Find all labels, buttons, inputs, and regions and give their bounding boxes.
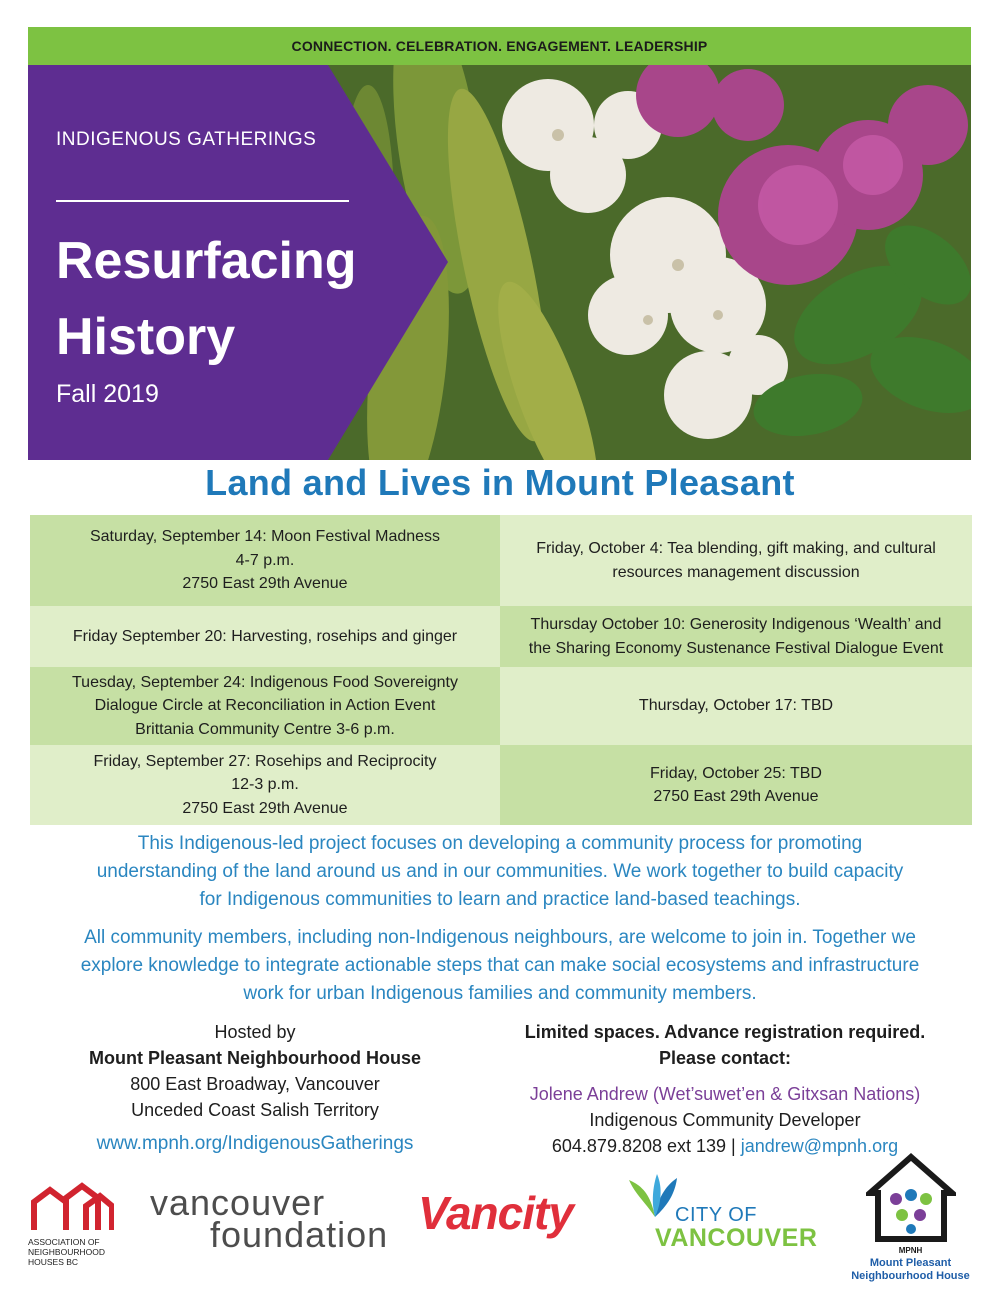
mpnh-house-icon [866, 1153, 956, 1243]
host-territory: Unceded Coast Salish Territory [131, 1100, 379, 1120]
cov-line-2: VANCOUVER [655, 1224, 818, 1252]
vf-line-2: foundation [210, 1214, 389, 1255]
description-line: understanding of the land around us and in our communities. We work together to build capacity [96, 861, 904, 882]
contact-phone: 604.879.8208 ext 139 | [551, 1136, 741, 1156]
schedule-cell: Friday, October 4: Tea blending, gift making, and cultural resources management discussion [500, 515, 972, 606]
mpnh-line-1: Mount Pleasant [869, 1257, 952, 1269]
cov-line-1: CITY OF [675, 1204, 758, 1226]
title-line-1: Resurfacing [56, 232, 357, 290]
schedule-cell: Friday September 20: Harvesting, rosehips and ginger [30, 606, 500, 667]
project-description [20, 830, 980, 914]
description-line: for Indigenous communities to learn and practice land-based teachings. [199, 889, 801, 910]
schedule-cell: Tuesday, September 24: Indigenous Food Sovereignty Dialogue Circle at Reconciliation in Action Event Brittania Community Centre 3-6 p.m. [30, 667, 500, 745]
event-subtitle: Land and Lives in Mount Pleasant [205, 462, 795, 503]
contact-prompt: Please contact: [658, 1048, 792, 1068]
host-address: 800 East Broadway, Vancouver [130, 1074, 380, 1094]
schedule-grid [30, 515, 972, 825]
description-line: This Indigenous-led project focuses on developing a community process for promoting [137, 833, 863, 854]
host-name: Mount Pleasant Neighbourhood House [89, 1048, 421, 1068]
description-line: explore knowledge to integrate actionable steps that can make social ecosystems and infrastructure [80, 955, 920, 976]
mpnh-line-2: Neighbourhood House [851, 1270, 970, 1282]
vancouver-foundation-logo [150, 1182, 389, 1255]
description-line: All community members, including non-Indigenous neighbours, are welcome to join in. Together we [84, 927, 916, 948]
registration-notice: Limited spaces. Advance registration required. [524, 1022, 926, 1042]
tagline-bar [28, 27, 971, 65]
anh-line: ASSOCIATION OF [28, 1237, 100, 1247]
series-kicker: INDIGENOUS GATHERINGS [56, 129, 317, 150]
contact-info [500, 1019, 950, 1159]
contact-email-link[interactable]: jandrew@mpnh.org [740, 1136, 899, 1156]
contact-person: Jolene Andrew (Wet’suwet’en & Gitxsan Nations) [529, 1084, 921, 1104]
schedule-cell: Thursday October 10: Generosity Indigenous ‘Wealth’ and the Sharing Economy Sustenance Festival Dialogue Event [500, 606, 972, 667]
anh-line: HOUSES BC [28, 1257, 79, 1267]
anh-wordmark [28, 1237, 128, 1267]
anh-bc-logo [28, 1180, 128, 1267]
welcome-description [20, 924, 980, 1008]
title-line-2: History [56, 308, 236, 366]
page-title [56, 223, 357, 375]
website-link[interactable]: www.mpnh.org/IndigenousGatherings [96, 1133, 414, 1154]
schedule-cell: Friday, September 27: Rosehips and Reciprocity 12-3 p.m. 2750 East 29th Avenue [30, 745, 500, 825]
schedule-cell: Thursday, October 17: TBD [500, 667, 972, 745]
hero-banner [28, 65, 971, 460]
contact-role: Indigenous Community Developer [589, 1110, 861, 1130]
host-label: Hosted by [214, 1022, 296, 1042]
host-info [40, 1019, 470, 1123]
anh-houses-icon [28, 1180, 114, 1232]
mpnh-logo [848, 1153, 973, 1283]
title-divider [56, 200, 349, 202]
vf-line-1: vancouver [150, 1182, 326, 1223]
city-of-vancouver-logo [625, 1172, 825, 1252]
description-line: work for urban Indigenous families and community members. [243, 983, 757, 1004]
season-label: Fall 2019 [56, 380, 159, 408]
schedule-cell: Saturday, September 14: Moon Festival Madness 4-7 p.m. 2750 East 29th Avenue [30, 515, 500, 606]
vancity-logo: Vancity [418, 1187, 573, 1239]
schedule-cell: Friday, October 25: TBD 2750 East 29th Avenue [500, 745, 972, 825]
tagline-text: CONNECTION. CELEBRATION. ENGAGEMENT. LEADERSHIP [291, 38, 708, 54]
anh-line: NEIGHBOURHOOD [28, 1247, 105, 1257]
mpnh-initials: MPNH [898, 1246, 923, 1255]
